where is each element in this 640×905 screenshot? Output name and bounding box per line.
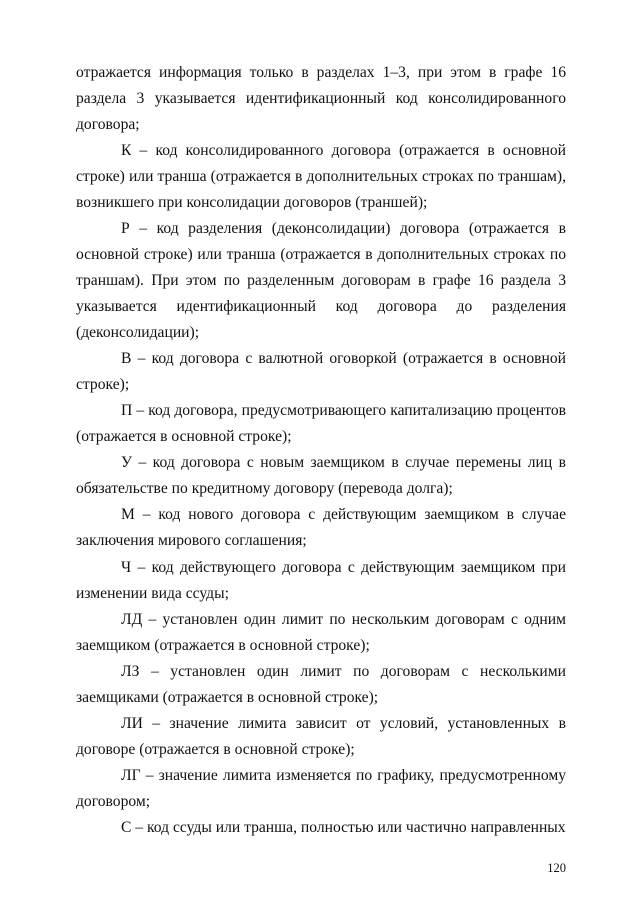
paragraph-continuation: отражается информация только в разделах 1–3, при этом в графе 16 раздела 3 указывается идентификационный код консолидированного договора; xyxy=(76,64,566,133)
paragraph-code-p: П – код договора, предусмотривающего капитализацию процентов (отражается в основной строке); xyxy=(76,402,566,445)
paragraph-code-ld: ЛД – установлен один лимит по нескольким договорам с одним заемщиком (отражается в основной строке); xyxy=(76,611,566,654)
paragraph-code-li: ЛИ – значение лимита зависит от условий, установленных в договоре (отражается в основной строке); xyxy=(76,715,566,758)
paragraph-code-k: К – код консолидированного договора (отражается в основной строке) или транша (отражается в дополнительных строках по траншам), возникшего при консолидации договоров (траншей); xyxy=(76,142,566,211)
paragraph-code-ch: Ч – код действующего договора с действующим заемщиком при изменении вида ссуды; xyxy=(76,559,566,602)
paragraph-code-v: В – код договора с валютной оговоркой (отражается в основной строке); xyxy=(76,350,566,393)
paragraph-code-m: М – код нового договора с действующим заемщиком в случае заключения мирового соглашения; xyxy=(76,506,566,549)
paragraph-code-s: С – код ссуды или транша, полностью или частично направленных xyxy=(121,819,566,836)
page-number: 120 xyxy=(547,861,566,875)
paragraph-code-lz: ЛЗ – установлен один лимит по договорам с несколькими заемщиками (отражается в основной строке); xyxy=(76,663,566,706)
paragraph-code-lg: ЛГ – значение лимита изменяется по графику, предусмотренному договором; xyxy=(76,767,566,810)
paragraph-code-r: Р – код разделения (деконсолидации) договора (отражается в основной строке) или транша (отражается в дополнительных строках по траншам). При этом по разделенным договорам в графе 16 раздела 3 указывается идентификационный код договора до разделения (деконсолидации); xyxy=(76,220,566,341)
paragraph-code-u: У – код договора с новым заемщиком в случае перемены лиц в обязательстве по кредитному договору (перевода долга); xyxy=(76,454,566,497)
